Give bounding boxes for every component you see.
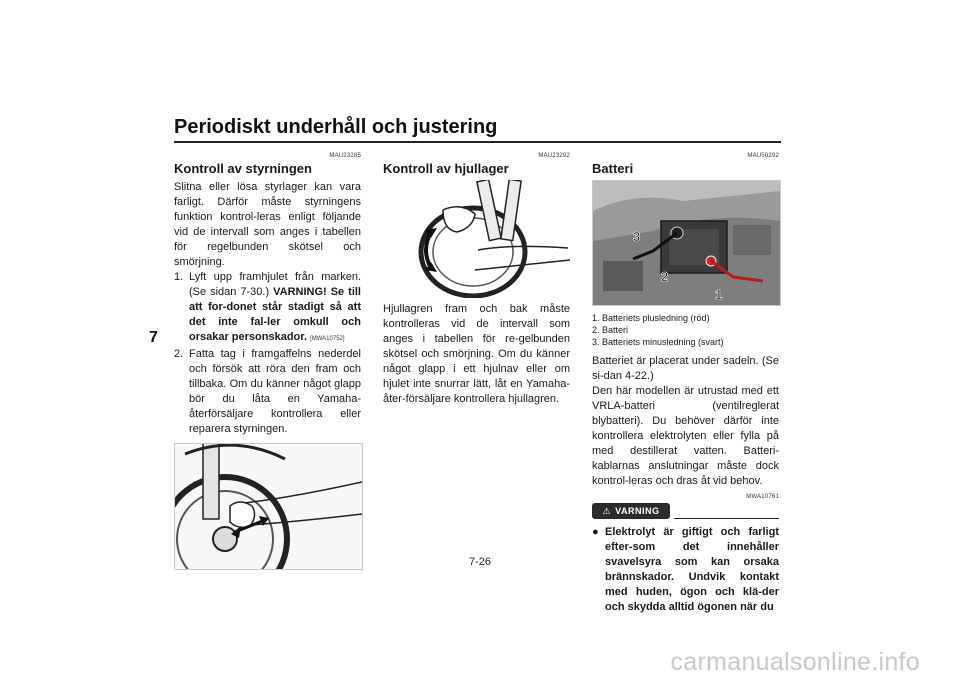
- warning-item: [592, 525, 779, 615]
- step-item: [174, 270, 361, 347]
- steps-list: [174, 270, 361, 437]
- battery-section: [592, 152, 779, 615]
- section-code: MAU23292: [538, 153, 570, 159]
- section-code: MAU23285: [329, 153, 361, 159]
- battery-photo: [592, 180, 781, 306]
- section-heading: Batteri: [592, 161, 634, 176]
- battery-location-paragraph: Batteriet är placerat under sadeln. (Se si-dan 4-22.): [592, 355, 779, 382]
- wheel-bearing-section: [383, 152, 570, 407]
- chapter-tab: 7: [149, 329, 158, 346]
- page-title: Periodiskt underhåll och justering: [174, 116, 498, 138]
- page-number: 7-26: [468, 556, 492, 568]
- step-number: 2.: [174, 348, 184, 360]
- section-heading: Kontroll av hjullager: [383, 161, 509, 176]
- callout-label: 1: [715, 287, 723, 302]
- step-number: 1.: [174, 271, 184, 283]
- step-item: [174, 347, 361, 437]
- warning-header: [592, 503, 779, 521]
- watermark: carmanualsonline.info: [670, 648, 920, 676]
- caption-item: 3. Batteriets minusledning (svart): [592, 337, 724, 347]
- step-text: Lyft upp framhjulet från marken. (Se sidan 7-30.): [189, 271, 361, 298]
- bullet-icon: ●: [592, 526, 599, 538]
- steering-section: [174, 152, 361, 570]
- intro-paragraph: Slitna eller lösa styrlager kan vara farligt. Därför måste styrningens funktion kontrol-leras enligt följande vid de intervall som anges i tabellen för regelbunden skötsel och smörjning.: [174, 181, 361, 268]
- warning-rule: [674, 518, 779, 519]
- wheel-bearing-illustration: [383, 180, 570, 298]
- caption-item: 2. Batteri: [592, 325, 629, 335]
- warning-badge: [592, 503, 670, 519]
- bearing-paragraph: Hjullagren fram och bak måste kontrolleras vid de intervall som anges i tabellen för re-gelbunden skötsel och smörjning. Om du känner något glapp i ett hjulnav eller om hjulet inte snurrar lätt, låt en Yamaha-åter-försäljare kontrollera hjullagren.: [383, 303, 570, 405]
- callout-label: 3: [633, 229, 641, 244]
- step-warning: VARNING! Se till att for-donet står stadigt så att det inte fal-ler omkull och orsakar personskador.: [189, 286, 361, 343]
- section-code: MAU50292: [747, 153, 779, 159]
- warning-triangle-icon: ⚠: [602, 506, 612, 516]
- figure-captions: [592, 312, 779, 348]
- callout-label: 2: [661, 269, 669, 284]
- warning-code: MWA10761: [746, 494, 779, 500]
- warning-text: Elektrolyt är giftigt och farligt efter-som det innehåller svavelsyra som kan orsaka brännskador. Undvik kontakt med huden, ögon och klä-der och skydda alltid ögonen när du: [605, 526, 779, 613]
- title-rule: [174, 141, 781, 143]
- caption-item: 1. Batteriets plusledning (röd): [592, 313, 710, 323]
- section-heading: Kontroll av styrningen: [174, 161, 312, 176]
- warning-code: [MWA10752]: [310, 336, 345, 342]
- step-text: Fatta tag i framgaffelns nederdel och försök att röra den fram och tillbaka. Om du känner något glapp bör du låta en Yamaha-återförsäljare kontrollera eller reparera styrningen.: [189, 348, 361, 435]
- battery-vrla-paragraph: Den här modellen är utrustad med ett VRLA-batteri (ventilreglerat blybatteri). Du behöver därför inte kontrollera elektrolyten eller fylla på med destillerat vatten. Batteri-kablarnas anslutningar måste dock kontrol-leras och dras åt vid behov.: [592, 385, 779, 487]
- steering-check-illustration: [174, 443, 363, 570]
- warning-label: VARNING: [615, 506, 660, 516]
